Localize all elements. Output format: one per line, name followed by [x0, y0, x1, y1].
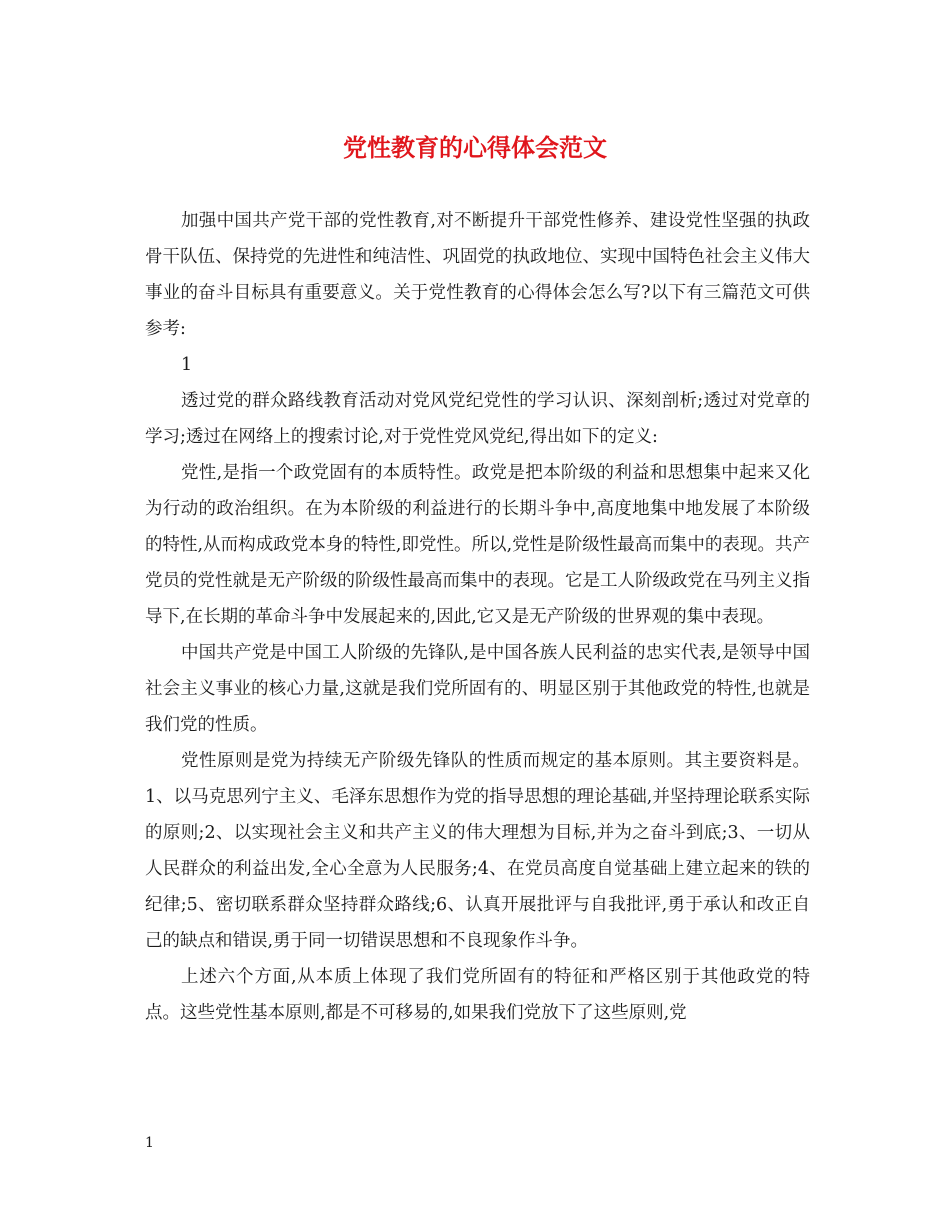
- paragraph-party-character: 中国共产党是中国工人阶级的先锋队,是中国各族人民利益的忠实代表,是领导中国社会主义事业的核心力量,这就是我们党所固有的、明显区别于其他政党的特性,也就是我们党的性质。: [145, 643, 810, 735]
- paragraph-intro: 加强中国共产党干部的党性教育,对不断提升干部党性修养、建设党性坚强的执政骨干队伍、保持党的先进性和纯洁性、巩固党的执政地位、实现中国特色社会主义伟大事业的奋斗目标具有重要意义。关于党性教育的心得体会怎么写?以下有三篇范文可供参考:: [145, 211, 810, 339]
- paragraph-study: 透过党的群众路线教育活动对党风党纪党性的学习认识、深刻剖析;透过对党章的学习;透过在网络上的搜索讨论,对于党性党风党纪,得出如下的定义:: [145, 391, 810, 447]
- paragraph-section-number: 1: [181, 355, 193, 375]
- paragraph-party-nature-definition: 党性,是指一个政党固有的本质特性。政党是把本阶级的利益和思想集中起来又化为行动的政治组织。在为本阶级的利益进行的长期斗争中,高度地集中地发展了本阶级的特性,从而构成政党本身的特性,即党性。所以,党性是阶级性最高而集中的表现。共产党员的党性就是无产阶级的阶级性最高而集中的表现。它是工人阶级政党在马列主义指导下,在长期的革命斗争中发展起来的,因此,它又是无产阶级的世界观的集中表现。: [145, 463, 810, 627]
- page-number: 1: [145, 1135, 154, 1151]
- document-body: [145, 203, 810, 1031]
- document-title: 党性教育的心得体会范文: [343, 133, 607, 162]
- paragraph-party-principles: 党性原则是党为持续无产阶级先锋队的性质而规定的基本原则。其主要资料是。1、以马克思列宁主义、毛泽东思想作为党的指导思想的理论基础,并坚持理论联系实际的原则;2、以实现社会主义和共产主义的伟大理想为目标,并为之奋斗到底;3、一切从人民群众的利益出发,全心全意为人民服务;4、在党员高度自觉基础上建立起来的铁的纪律;5、密切联系群众坚持群众路线;6、认真开展批评与自我批评,勇于承认和改正自己的缺点和错误,勇于同一切错误思想和不良现象作斗争。: [145, 751, 810, 951]
- paragraph-six-aspects: 上述六个方面,从本质上体现了我们党所固有的特征和严格区别于其他政党的特点。这些党性基本原则,都是不可移易的,如果我们党放下了这些原则,党: [145, 967, 810, 1023]
